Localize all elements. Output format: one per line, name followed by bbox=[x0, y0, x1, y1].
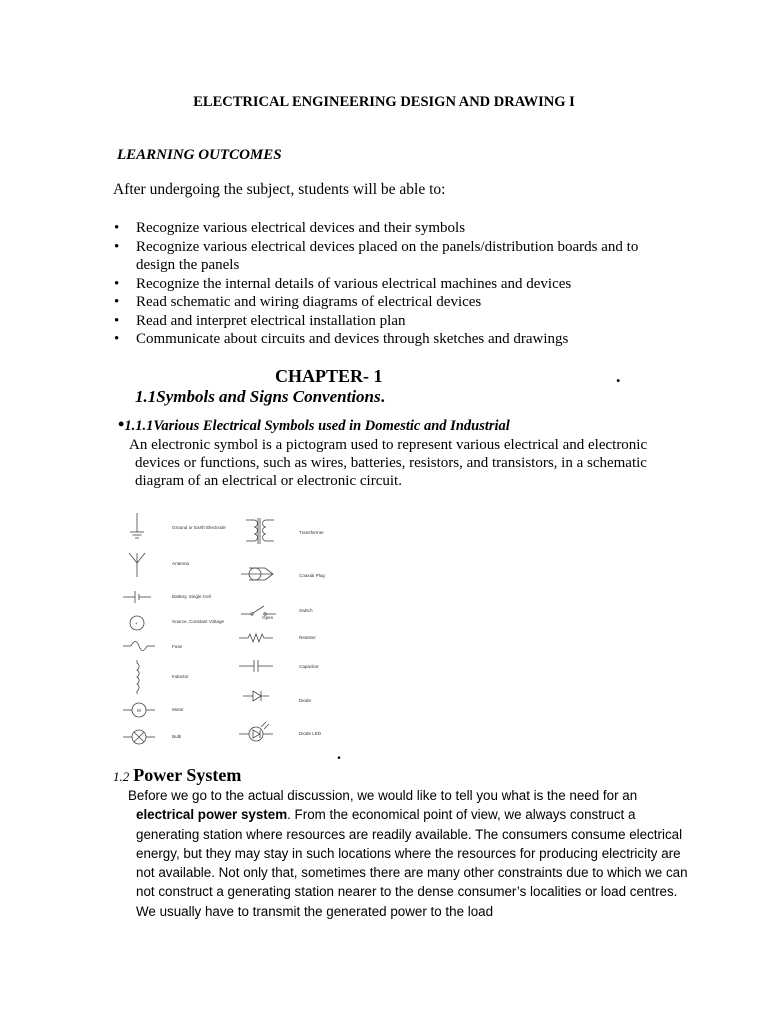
switch-open-label: Open bbox=[262, 615, 274, 620]
section-number: 1.2 bbox=[113, 769, 130, 784]
symbol-label: Ground or Earth Electrode bbox=[172, 525, 226, 530]
power-system-paragraph bbox=[128, 786, 688, 921]
symbol-label: Resistor bbox=[299, 635, 316, 640]
inductor-symbol-icon bbox=[137, 660, 139, 694]
paragraph-continuation: . From the economical point of view, we always construct a generating station where resources are readily available. The consumers consume electrical energy, but they may stay in such locations where the resources for producing electricity are not available. Not only that, sometimes there are many other constraints due to which we can not construct a generating station nearer to the dense consumer’s localities or load centres. We usually have to transmit the generated power to the load bbox=[136, 807, 688, 919]
separator-dot: . bbox=[337, 746, 341, 763]
antenna-symbol-icon bbox=[129, 553, 145, 577]
list-item bbox=[113, 330, 673, 349]
symbol-label: Motor bbox=[172, 707, 184, 712]
bold-term: electrical power system bbox=[136, 807, 288, 823]
symbol-label: Diode bbox=[299, 698, 312, 703]
symbol-label: Capacitor bbox=[299, 664, 319, 669]
section-title: Various Electrical Symbols used in Domestic and Industrial bbox=[153, 418, 510, 434]
symbol-label: Fuse bbox=[172, 644, 183, 649]
symbol-label: Source, Constant Voltage bbox=[172, 619, 225, 624]
transformer-symbol-icon bbox=[246, 518, 274, 544]
motor-letter: M bbox=[137, 708, 141, 713]
bullet-icon: • bbox=[114, 312, 120, 329]
list-item bbox=[113, 275, 673, 294]
outcome-text: Communicate about circuits and devices through sketches and drawings bbox=[136, 331, 569, 347]
list-item bbox=[113, 312, 673, 331]
chapter-dot: . bbox=[616, 366, 621, 386]
section-title: Power System bbox=[133, 765, 242, 785]
diode-led-symbol-icon bbox=[239, 722, 273, 741]
voltage-source-plus-icon: + bbox=[135, 621, 138, 626]
paragraph-text bbox=[128, 805, 688, 921]
section-1-2-heading bbox=[113, 765, 241, 786]
bullet-icon: • bbox=[114, 220, 120, 236]
outcomes-list bbox=[113, 219, 673, 349]
section-trailing-dot: . bbox=[380, 387, 385, 406]
chapter-heading: CHAPTER- 1 bbox=[275, 366, 383, 386]
outcome-text: Read and interpret electrical installation plan bbox=[136, 312, 406, 329]
symbol-definition-paragraph bbox=[129, 436, 669, 490]
symbol-label: Transformer bbox=[299, 530, 324, 535]
diode-symbol-icon bbox=[243, 691, 269, 701]
outcome-text: Read schematic and wiring diagrams of electrical devices bbox=[136, 294, 482, 310]
ground-symbol-icon bbox=[130, 513, 144, 538]
resistor-symbol-icon bbox=[239, 634, 273, 642]
section-1-1-1-heading bbox=[118, 414, 510, 435]
bullet-icon: • bbox=[114, 294, 120, 310]
symbol-label: Switch bbox=[299, 608, 313, 613]
bullet-icon: • bbox=[114, 238, 120, 255]
symbol-label: Battery, Single Cell bbox=[172, 594, 211, 599]
section-number: 1.1.1 bbox=[124, 418, 154, 434]
intro-text: After undergoing the subject, students will be able to: bbox=[113, 181, 446, 198]
symbol-label: Diode LED bbox=[299, 731, 322, 736]
bulb-symbol-icon bbox=[123, 730, 155, 744]
paragraph-line: Before we go to the actual discussion, we would like to tell you what is the need for an bbox=[128, 788, 638, 803]
bullet-icon: • bbox=[118, 414, 125, 434]
symbol-label: Antenna bbox=[172, 561, 190, 566]
section-title: Symbols and Signs Conventions bbox=[156, 387, 381, 406]
bullet-icon: • bbox=[114, 275, 120, 292]
document-title: ELECTRICAL ENGINEERING DESIGN AND DRAWING I bbox=[193, 94, 575, 110]
list-item bbox=[113, 219, 673, 238]
capacitor-symbol-icon bbox=[239, 660, 273, 672]
electrical-symbols-figure bbox=[115, 505, 345, 750]
section-1-1-heading bbox=[135, 387, 385, 407]
paragraph-line: An electronic symbol is a pictogram used to represent various electrical and electronic bbox=[129, 437, 648, 453]
bullet-icon: • bbox=[114, 331, 120, 347]
battery-symbol-icon bbox=[123, 591, 151, 603]
symbol-label: Coaxial Plug bbox=[299, 573, 325, 578]
symbol-label: Inductor bbox=[172, 674, 189, 679]
switch-symbol-icon bbox=[241, 606, 276, 615]
outcome-text: Recognize the internal details of various electrical machines and devices bbox=[136, 275, 572, 292]
section-number: 1.1 bbox=[135, 387, 157, 406]
coaxial-plug-symbol-icon bbox=[241, 568, 273, 580]
fuse-symbol-icon bbox=[123, 642, 155, 651]
list-item bbox=[113, 238, 673, 275]
learning-outcomes-heading: LEARNING OUTCOMES bbox=[117, 147, 282, 163]
outcome-text: Recognize various electrical devices placed on the panels/distribution boards and to design the panels bbox=[136, 238, 639, 273]
paragraph-text: devices or functions, such as wires, batteries, resistors, and transistors, in a schematic diagram of an electrical or electronic circuit. bbox=[135, 455, 647, 489]
outcome-text: Recognize various electrical devices and their symbols bbox=[136, 220, 466, 236]
list-item bbox=[113, 293, 673, 312]
symbol-label: Bulb bbox=[172, 734, 182, 739]
